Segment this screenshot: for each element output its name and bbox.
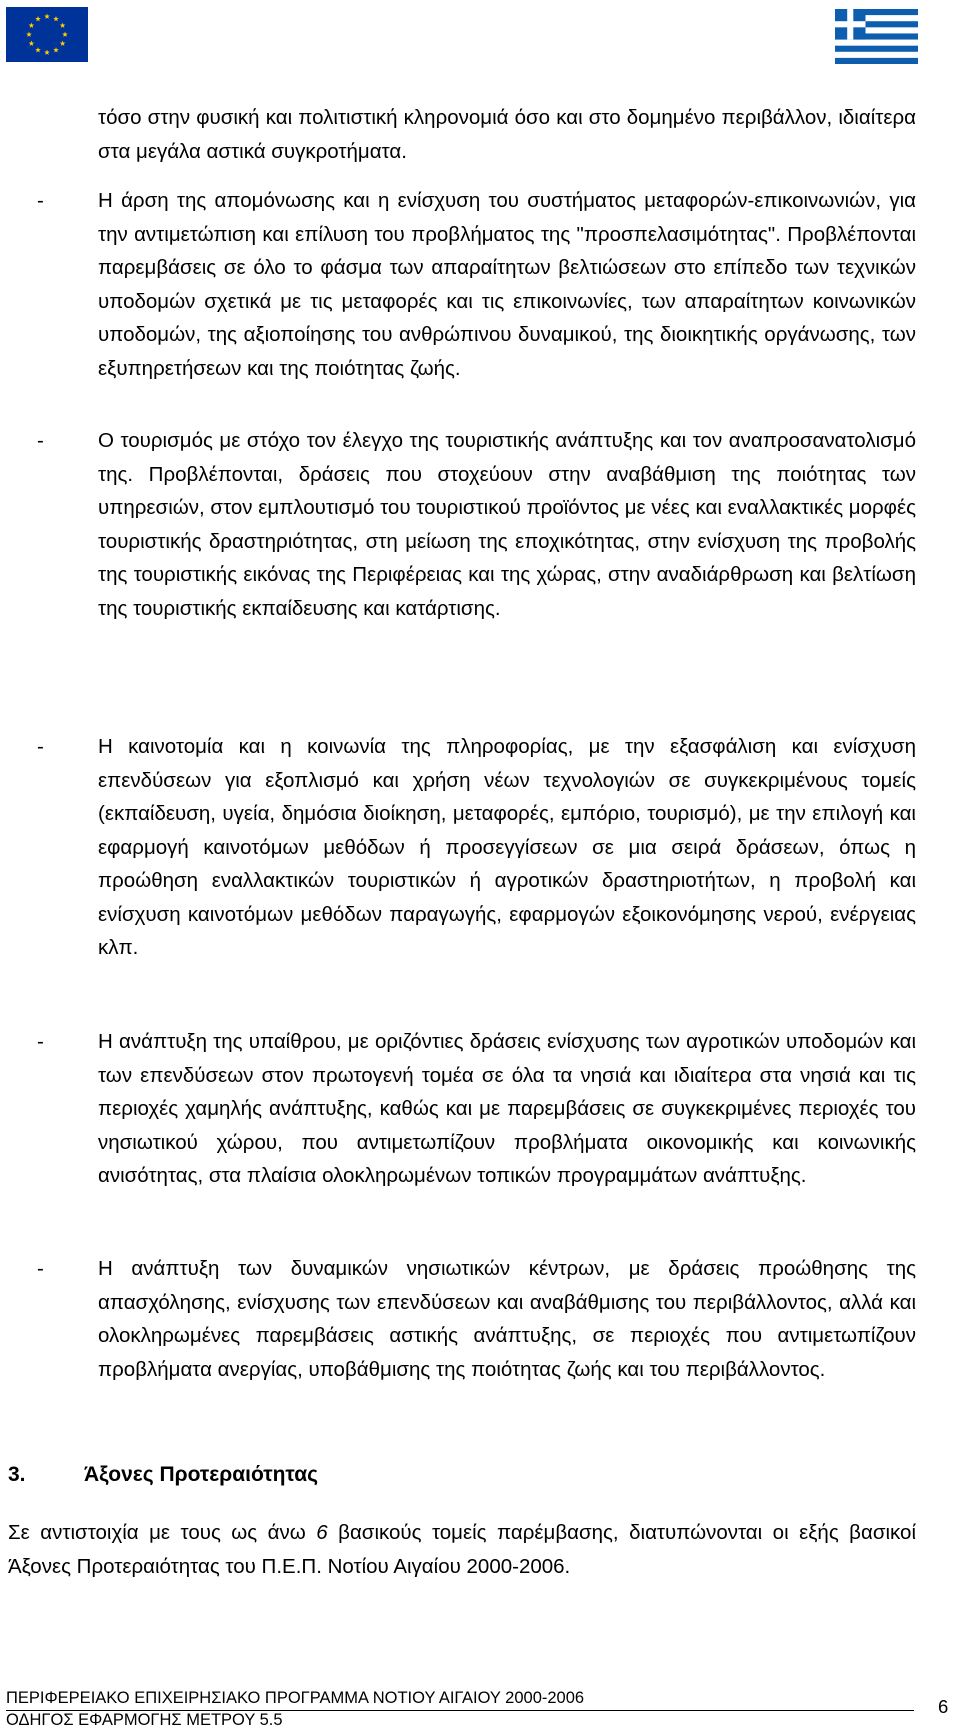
bullet-marker: -: [37, 189, 44, 212]
footer-guide-title: ΟΔΗΓΟΣ ΕΦΑΡΜΟΓΗΣ ΜΕΤΡΟΥ 5.5: [6, 1711, 283, 1729]
greek-flag-icon: [835, 9, 918, 64]
bullet-marker: -: [37, 1030, 44, 1053]
bullet-marker: -: [37, 429, 44, 452]
bullet-transport: Η άρση της απομόνωσης και η ενίσχυση του συστήματος μεταφορών-επικοινωνιών, για την αντιμετώπιση και επίλυση του προβλήματος της "προσπελασιμότητας". Προβλέπονται παρεμβάσεις σε όλο το φάσμα των απαραίτητων βελτιώσεων στο επίπεδο των τεχνικών υποδομών σχετικά με τις μεταφορές και τις επικοινωνίες, των απαραίτητων κοινωνικών υποδομών, της αξιοποίησης του ανθρώπινου δυναμικού, της διοικητικής οργάνωσης, των εξυπηρετήσεων και της ποιότητας ζωής.: [98, 189, 916, 380]
eu-flag-icon: [6, 7, 88, 62]
final-paragraph-start: Σε αντιστοιχία με τους ως άνω: [8, 1521, 317, 1544]
footer-program-title: ΠΕΡΙΦΕΡΕΙΑΚΟ ΕΠΙΧΕΙΡΗΣΙΑΚΟ ΠΡΟΓΡΑΜΜΑ ΝΟΤΙΟΥ ΑΙΓΑΙΟΥ 2000-2006: [6, 1689, 585, 1707]
final-paragraph: [8, 1516, 916, 1583]
page-number: 6: [938, 1696, 949, 1717]
bullet-innovation: Η καινοτομία και η κοινωνία της πληροφορίας, με την εξασφάλιση και ενίσχυση επενδύσεων για εξοπλισμό και χρήση νέων τεχνολογιών σε συγκεκριμένους τομείς (εκπαίδευση, υγεία, δημόσια διοίκηση, μεταφορές, εμπόριο, τουρισμό), με την επιλογή και εφαρμογή καινοτόμων μεθόδων ή προσεγγίσεων σε μια σειρά δράσεων, όπως η προώθηση εναλλακτικών τουριστικών ή αγροτικών δραστηριοτήτων, η προβολή και ενίσχυση καινοτόμων μεθόδων παραγωγής, εφαρμογών εξοικονόμησης νερού, ενέργειας κλπ.: [98, 735, 916, 959]
bullet-marker: -: [37, 735, 44, 758]
bullet-tourism: Ο τουρισμός με στόχο τον έλεγχο της τουριστικής ανάπτυξης και τον αναπροσανατολισμό της. Προβλέπονται, δράσεις που στοχεύουν στην αναβάθμιση της ποιότητας των υπηρεσιών, στον εμπλουτισμό του τουριστικού προϊόντος με νέες και εναλλακτικές μορφές τουριστικής δραστηριότητας, στη μείωση της εποχικότητας, στην ενίσχυση της προβολής της τουριστικής εικόνας της Περιφέρειας και της χώρας, στην αναδιάρθρωση και βελτίωση της τουριστικής εκπαίδευσης και κατάρτισης.: [98, 429, 916, 620]
intro-paragraph: τόσο στην φυσική και πολιτιστική κληρονομιά όσο και στο δομημένο περιβάλλον, ιδιαίτερα στα μεγάλα αστικά συγκροτήματα.: [98, 106, 916, 163]
final-paragraph-end: βασικούς τομείς παρέμβασης, διατυπώνονται οι εξής βασικοί Άξονες Προτεραιότητας του Π.Ε.Π. Νοτίου Αιγαίου 2000-2006.: [8, 1521, 916, 1578]
section-heading: [8, 1458, 318, 1491]
section-title: Άξονες Προτεραιότητας: [84, 1463, 319, 1486]
bullet-urban-centres: Η ανάπτυξη των δυναμικών νησιωτικών κέντρων, με δράσεις προώθησης της απασχόλησης, ενίσχυσης των επενδύσεων και αναβάθμισης του περιβάλλοντος, αλλά και ολοκληρωμένες παρεμβάσεις αστικής ανάπτυξης, σε περιοχές που αντιμετωπίζουν προβλήματα ανεργίας, υποβάθμισης της ποιότητας ζωής και του περιβάλλοντος.: [98, 1257, 916, 1381]
section-number: 3.: [8, 1463, 26, 1486]
bullet-rural: Η ανάπτυξη της υπαίθρου, με οριζόντιες δράσεις ενίσχυσης των αγροτικών υποδομών και των επενδύσεων στον πρωτογενή τομέα σε όλα τα νησιά και ιδιαίτερα στα νησιά και τις περιοχές χαμηλής ανάπτυξης, καθώς και με παρεμβάσεις σε συγκεκριμένες περιοχές του νησιωτικού χώρου, που αντιμετωπίζουν προβλήματα οικονομικής και κοινωνικής ανισότητας, στα πλαίσια ολοκληρωμένων τοπικών προγραμμάτων ανάπτυξης.: [98, 1030, 916, 1187]
bullet-marker: -: [37, 1257, 44, 1280]
sector-count: 6: [316, 1521, 328, 1544]
